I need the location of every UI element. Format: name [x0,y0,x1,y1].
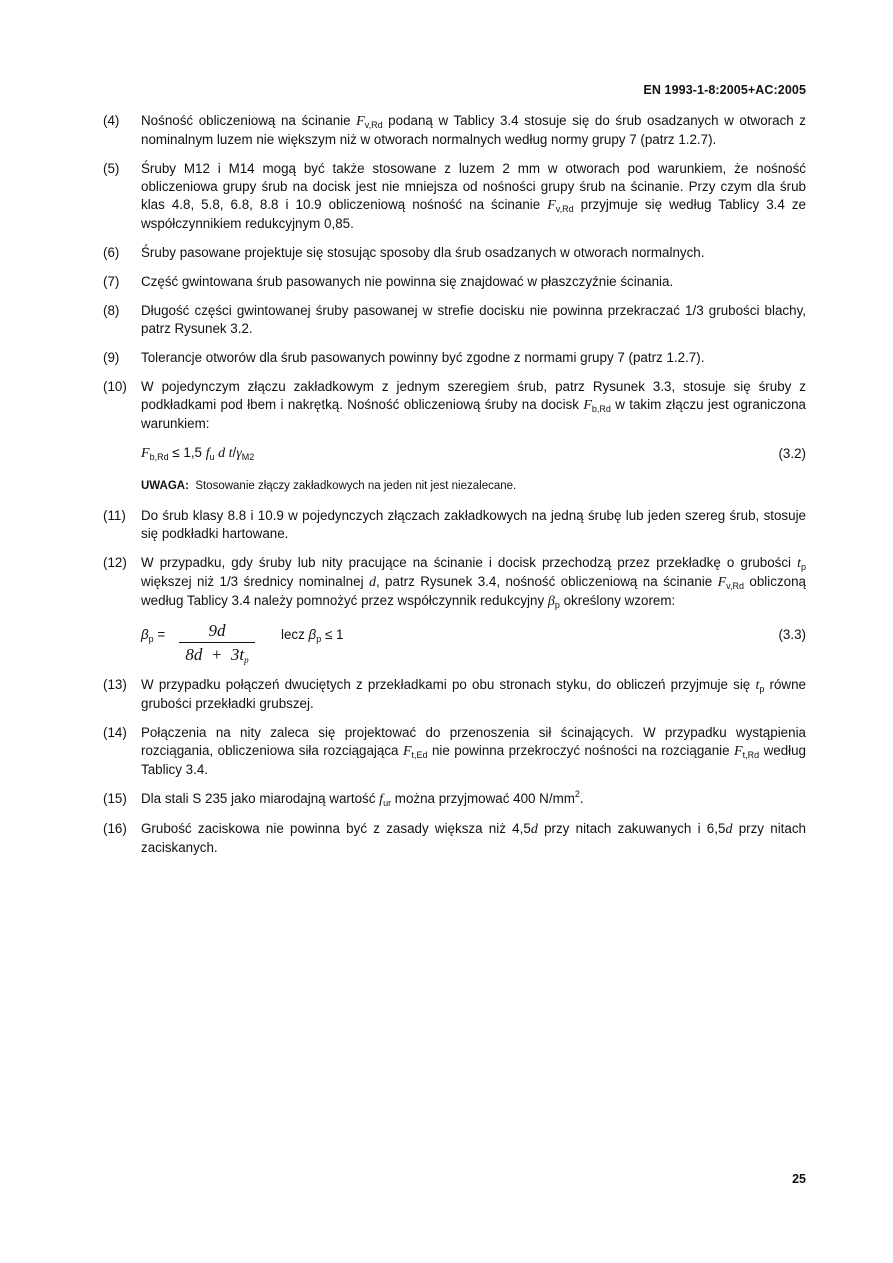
standard-header: EN 1993-1-8:2005+AC:2005 [643,83,806,97]
paragraph-6 [103,244,806,262]
paragraph-number: (11) [103,508,126,523]
paragraph-number: (7) [103,274,120,289]
paragraph-text: W przypadku połączeń dwuciętych z przekładkami po obu stronach styku, do obliczeń przyjmuje się $t_p$ równe grubości przekładki grubszej. [141,677,806,711]
note-label: UWAGA: [141,480,189,492]
formula-condition: lecz $\beta_p \le 1$ [281,627,344,644]
paragraph-16 [103,820,806,857]
paragraph-number: (5) [103,161,120,176]
paragraph-number: (9) [103,350,120,365]
paragraph-number: (14) [103,725,127,740]
paragraph-5 [103,160,806,233]
fraction-numerator: 9d [208,621,226,640]
paragraph-text: Nośność obliczeniową na ścinanie $F_{v,Rd}$ podaną w Tablicy 3.4 stosuje się do śrub osadzanych w otworach z nominalnym luzem nie większym niż w otworach normalnych według normy grupy 7 (patrz 1.2.7). [141,113,806,147]
fraction-denominator: $8d + 3t_p$ [185,645,249,665]
paragraph-11 [103,507,806,543]
paragraph-text: Długość części gwintowanej śruby pasowanej w strefie docisku nie powinna przekraczać 1/3 grubości blachy, patrz Rysunek 3.2. [141,303,806,336]
formula-3-2 [141,444,806,463]
paragraph-8 [103,302,806,338]
note-text: Stosowanie złączy zakładkowych na jeden nit jest niezalecane. [195,480,517,492]
paragraph-number: (12) [103,555,127,570]
paragraph-7 [103,273,806,291]
paragraph-15 [103,790,806,809]
paragraph-9 [103,349,806,367]
paragraph-number: (6) [103,245,120,260]
paragraph-text: Połączenia na nity zaleca się projektować do przenoszenia sił ścinających. W przypadku wystąpienia rozciągania, obliczeniowa siła rozciągająca $F_{t,Ed}$ nie powinna przekroczyć nośności na rozciąganie $F_{t,Rd}$ według Tablicy 3.4. [141,725,807,777]
paragraph-14 [103,724,806,779]
paragraph-4 [103,112,806,149]
paragraph-text: Dla stali S 235 jako miarodajną wartość $f_{ur}$ można przyjmować 400 $N/mm^2$. [141,789,584,808]
formula-3-3 [141,622,806,664]
paragraph-12 [103,554,806,611]
equation-number: (3.3) [778,627,806,642]
paragraph-number: (15) [103,791,127,806]
paragraph-text: Do śrub klasy 8.8 i 10.9 w pojedynczych złączach zakładkowych na jedną śrubę lub jeden szereg śrub, stosuje się podkładki hartowane. [141,508,806,541]
paragraph-13 [103,676,806,713]
paragraph-number: (10) [103,379,127,394]
paragraph-number: (4) [103,113,120,128]
paragraph-text: W przypadku, gdy śruby lub nity pracujące na ścinanie i docisk przechodzą przez przekładkę o grubości $t_p$ większej niż 1/3 średnicy nominalnej d, patrz Rysunek 3.4, nośność obliczeniową na ścinanie $F_{v,Rd}$ obliczoną według Tablicy 3.4 należy pomnożyć przez współczynnik redukcyjny $\beta_p$ określony wzorem: [141,555,806,610]
paragraph-text: Grubość zaciskowa nie powinna być z zasady większa niż 4,5d przy nitach zakuwanych i 6,5d przy nitach zaciskanych. [141,821,806,855]
paragraph-number: (16) [103,821,127,836]
paragraph-number: (8) [103,303,120,318]
paragraph-text: Śruby M12 i M14 mogą być także stosowane z luzem 2 mm w otworach pod warunkiem, że nośność obliczeniowa grupy śrub na docisk jest nie mniejsza od nośności grupy śrub na ścinanie. Przy czym dla śrub klas 4.8, 5.8, 6.8, 8.8 i 10.9 obliczeniową nośność na ścinanie $F_{v,Rd}$ przyjmuje się według Tablicy 3.4 ze współczynnikiem redukcyjnym 0,85. [141,161,806,231]
formula-lhs: $\beta_p$ = [141,627,166,644]
paragraph-number: (13) [103,677,127,692]
formula-expression: $F_{b,Rd} \le 1,5$ $f_u$ d $t/\gamma_{M2}$ [141,445,255,462]
page-number: 25 [792,1172,806,1186]
paragraph-text: W pojedynczym złączu zakładkowym z jednym szeregiem śrub, patrz Rysunek 3.3, stosuje się śruby z podkładkami pod łbem i nakrętką. Nośność obliczeniową śruby na docisk $F_{b,Rd}$ w takim złączu jest ograniczona warunkiem: [141,379,806,431]
note [141,477,806,495]
paragraph-text: Część gwintowana śrub pasowanych nie powinna się znajdować w płaszczyźnie ścinania. [141,274,674,289]
paragraph-text: Tolerancje otworów dla śrub pasowanych powinny być zgodne z normami grupy 7 (patrz 1.2.7). [141,350,705,365]
fraction [179,622,255,664]
paragraph-10 [103,378,806,433]
equation-number: (3.2) [778,445,806,461]
clause-body [103,112,806,868]
paragraph-text: Śruby pasowane projektuje się stosując sposoby dla śrub osadzanych w otworach normalnych. [141,245,705,260]
